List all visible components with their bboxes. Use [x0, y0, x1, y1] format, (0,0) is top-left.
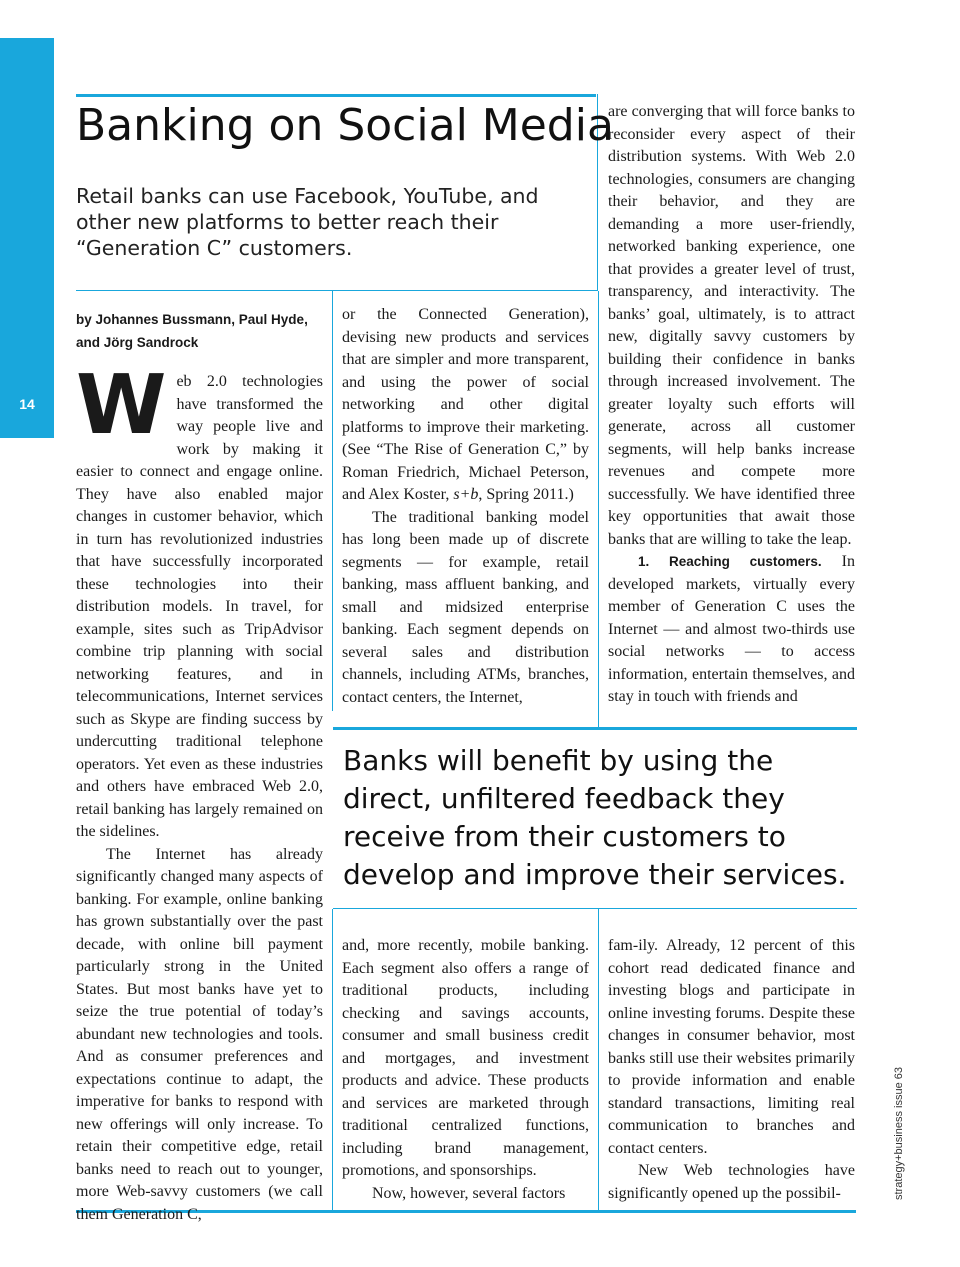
- column-divider-1-bottom: [332, 909, 333, 1212]
- column-divider-1-top: [332, 291, 333, 711]
- column-3-bottom: [608, 935, 855, 1205]
- magazine-name: s+b: [453, 486, 479, 503]
- article-subtitle: Retail banks can use Facebook, YouTube, and other new platforms to better reach their “Generation C” customers.: [76, 184, 539, 260]
- column-divider-2-top: [598, 291, 599, 727]
- section-tab: [0, 38, 54, 438]
- paragraph-text: or the Connected Generation), devising new products and services that are simpler and more transparent, and using the power of social networking and other digital platforms to improve their marketing. (See “The Rise of Generation C,” by Roman Friedrich, Michael Peterson, and Alex Koster,: [342, 306, 589, 503]
- title-rule: [76, 94, 596, 97]
- publication-footer: strategy+business issue 63: [893, 1067, 905, 1200]
- paragraph: Now, however, several factors: [372, 1184, 566, 1202]
- column-2-top: [342, 304, 589, 709]
- subhead: 1. Reaching customers.: [638, 554, 822, 569]
- paragraph: New Web technologies have significantly opened up the possibil-: [608, 1162, 855, 1202]
- paragraph: and, more recently, mobile banking. Each segment also offers a range of traditional products, including checking and savings accounts, consumer and small business credit and mortgages, and investment products and advice. These products and services are marketed through traditional centralized functions, including brand management, promotions, and sponsorships.: [342, 937, 589, 1179]
- paragraph-text-end: , Spring 2011.): [478, 486, 574, 503]
- header-bottom-rule: [76, 290, 598, 291]
- article-title: Banking on Social Media: [76, 100, 614, 151]
- column-2-bottom: [342, 935, 589, 1205]
- byline: by Johannes Bussmann, Paul Hyde, and Jörg Sandrock: [76, 312, 308, 350]
- drop-cap: W: [76, 358, 167, 453]
- paragraph: [342, 304, 589, 507]
- paragraph: [76, 358, 323, 844]
- paragraph: The traditional banking model has long been made up of discrete segments — for example, retail banking, mass affluent banking, and small and midsized enterprise banking. Each segment depends on several sales and distribution channels, including ATMs, branches, contact centers, the Internet,: [342, 508, 589, 706]
- column-3-top: [608, 101, 855, 709]
- paragraph: The Internet has already significantly changed many aspects of banking. For example, online banking has grown substantially over the past decade, with online bill payment particularly strong in the United States. But most banks have yet to seize the true potential of today’s abundant new technologies and tools. And as consumer preferences and expectations continue to adapt, the imperative for banks to respond with new offerings will only increase. To retain their competitive edge, retail banks need to reach out to younger, more Web-savvy customers (we call them Generation C,: [76, 845, 323, 1223]
- column-1: [76, 358, 323, 1226]
- paragraph: are converging that will force banks to reconsider every aspect of their distribution systems. With Web 2.0 technologies, consumers are changing their behavior, and they are demanding a more user-friendly, networked banking experience, one that provides a greater level of trust, transparency, and interactivity. The banks’ goal, ultimately, is to attract new, digitally savvy customers by building their confidence in banks through increased involvement. The greater loyalty such efforts will generate, across all customer segments, will help banks increase revenues and compete more successfully. We have identified three key opportunities that await those banks that are willing to take the leap.: [608, 103, 855, 548]
- paragraph: fam-ily. Already, 12 percent of this cohort read dedicated finance and investing blogs and participate in online investing forums. Despite these changes in consumer behavior, most banks still use their websites primarily to provide information and enable standard transactions, limiting real communication to branches and contact centers.: [608, 937, 855, 1157]
- pullquote-bottom-rule: [333, 908, 857, 909]
- column-divider-2-bottom: [598, 909, 599, 1212]
- paragraph-text: In developed markets, virtually every member of Generation C uses the Internet — and almost two-thirds use social networks — to access information, entertain themselves, and stay in touch with friends and: [608, 553, 855, 705]
- pullquote-top-rule: [333, 727, 857, 730]
- pull-quote: Banks will benefit by using the direct, unfiltered feedback they receive from their customers to develop and improve their services.: [343, 744, 847, 891]
- paragraph: [608, 551, 855, 709]
- paragraph-text: eb 2.0 technologies have transformed the way people live and work by making it easier to connect and engage online. They have also enabled major changes in customer behavior, which in turn has revolutionized industries that have successfully incorporated these technologies into their distribution models. In travel, for example, sites such as TripAdvisor combine trip planning with social networking features, and in telecommunications, Internet services such as Skype are finding success by undercutting traditional telephone operators. Yet even as these industries and others have embraced Web 2.0, retail banking has largely remained on the sidelines.: [76, 373, 323, 840]
- page-number: 14: [19, 396, 35, 412]
